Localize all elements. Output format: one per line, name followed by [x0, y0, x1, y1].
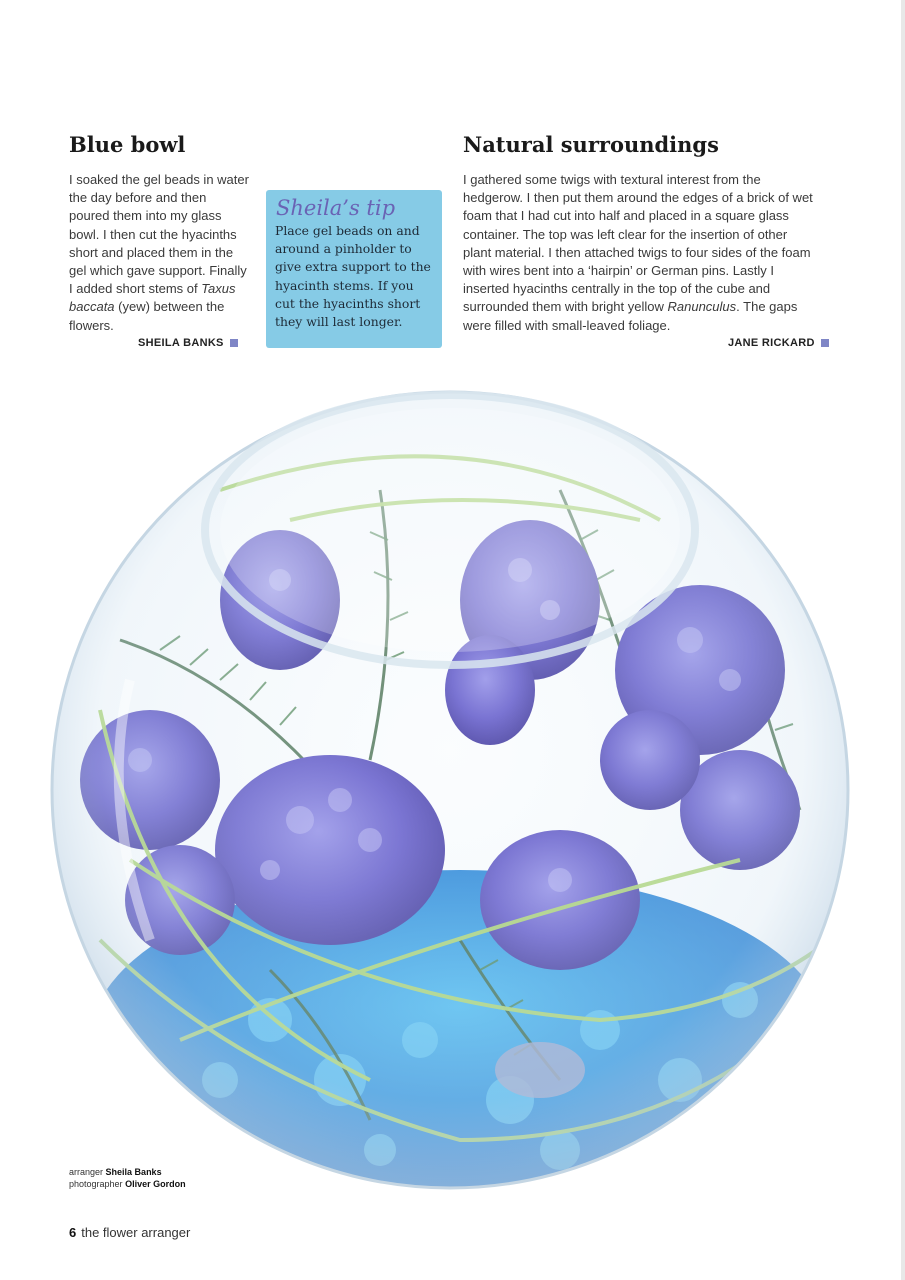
- left-article-text-italic: Taxus baccata: [69, 281, 236, 315]
- left-article-title: Blue bowl: [69, 132, 186, 157]
- page-footer: [69, 1225, 190, 1240]
- bowl-opening: [220, 408, 680, 652]
- left-article-text-1: I soaked the gel beads in water the day before and then poured them into my glass bowl. I then cut the hyacinths short and placed them in the gel which gave support. Finally I added short stems of: [69, 172, 249, 297]
- tip-title: Sheila’s tip: [276, 196, 396, 220]
- magazine-name: the flower arranger: [81, 1225, 191, 1240]
- left-article-text-2: (yew) between the flowers.: [69, 299, 225, 333]
- right-article-byline: [728, 337, 829, 349]
- right-article-text-italic: Ranunculus: [667, 299, 737, 315]
- photographer-credit: [69, 1178, 186, 1190]
- photographer-name: Oliver Gordon: [125, 1179, 186, 1189]
- right-article-body: [463, 171, 815, 335]
- page-edge: [901, 0, 905, 1280]
- byline-square-icon: [821, 339, 829, 347]
- byline-square-icon: [230, 339, 238, 347]
- right-article-title: Natural surroundings: [463, 132, 719, 157]
- glass-bowl-hyacinth-photo: [40, 380, 860, 1200]
- arranger-name: Sheila Banks: [105, 1167, 162, 1177]
- right-byline-name: JANE RICKARD: [728, 337, 815, 349]
- left-article-body: [69, 171, 249, 335]
- right-article-text-2: . The gaps were filled with small-leaved foliage.: [463, 299, 798, 333]
- tip-text: Place gel beads on and around a pinholder to give extra support to the hyacinth stems. If you cut the hyacinths short they will last longer.: [275, 223, 431, 330]
- right-article-text-1: I gathered some twigs with textural interest from the hedgerow. I then put them around the edges of a brick of wet foam that I had cut into half and placed in a square glass container. The top was left clear for the insertion of other plant material. I then attached twigs to four sides of the foam with wires bent into a ‘hairpin’ or German pins. Lastly I inserted hyacinths centrally in the top of the cube and surrounded them with bright yellow: [463, 172, 813, 315]
- photo-credits: [69, 1166, 186, 1190]
- arranger-credit: [69, 1166, 186, 1178]
- photographer-label: photographer: [69, 1179, 123, 1189]
- arranger-label: arranger: [69, 1167, 104, 1177]
- left-byline-name: SHEILA BANKS: [138, 337, 224, 349]
- page-number: 6: [69, 1225, 77, 1240]
- tip-box: [266, 190, 442, 348]
- left-article-byline: [138, 337, 238, 349]
